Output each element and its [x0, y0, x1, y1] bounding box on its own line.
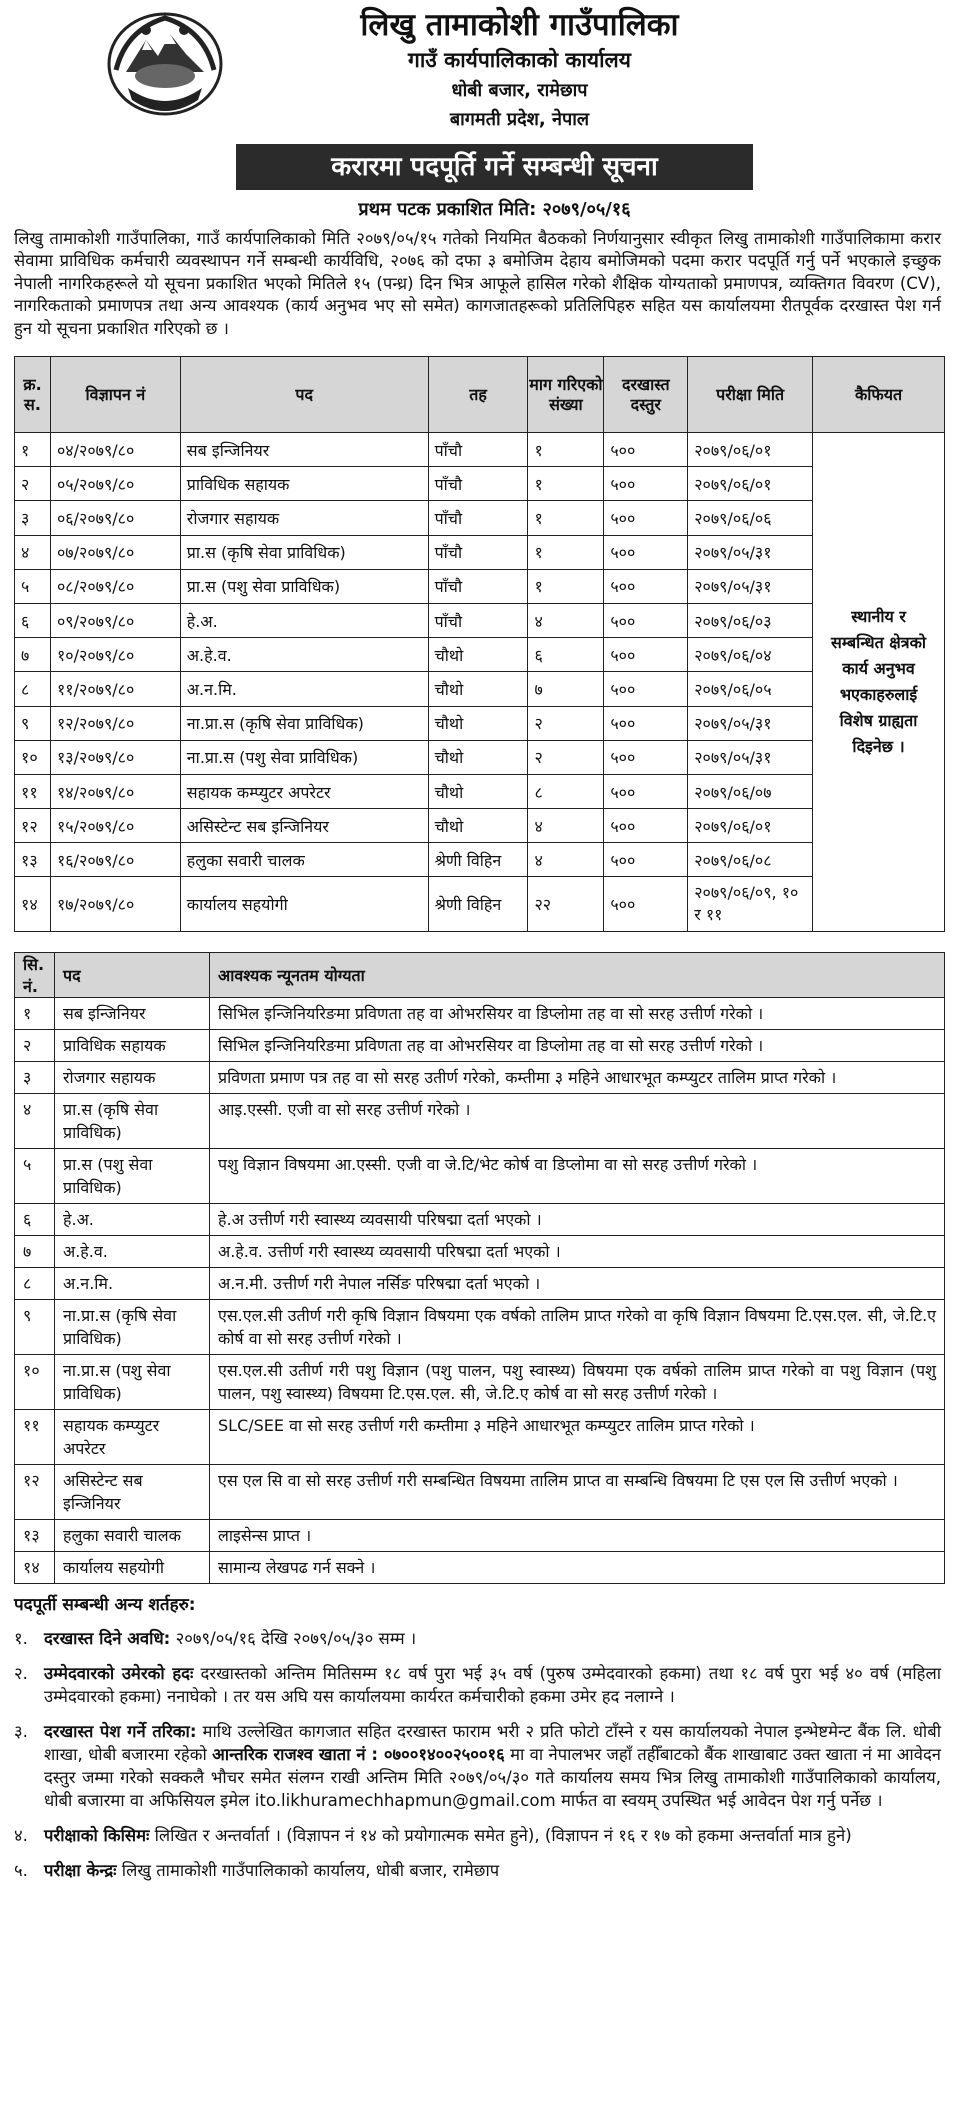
vacancy-cell: ८: [528, 774, 604, 808]
condition-text: [44, 1859, 945, 1882]
condition-body-continued: मा वा नेपालभर जहाँ तहीँबाटको बैंक शाखाबाट उक्त खाता नं मा आवेदन दस्तुर जम्मा गरेको सक्कलै भौचर समेत संलग्न राखी अन्तिम मिति २०७९/०५/३० गते कार्यालय समय भित्र लिखु तामाकोशी गाउँपालिकाको कार्यालय, धोबी बजारमा वा अफिसियल इमेल ito.likhuramechhapmun@gmail.com मार्फत वा स्वयम् उपस्थित भई आवेदन पेश गर्नु पर्नेछ ।: [44, 1745, 941, 1811]
condition-item: [14, 1662, 945, 1708]
table-row: [15, 706, 945, 740]
vacancy-cell: २०७९/०६/०४: [688, 638, 813, 672]
vacancy-cell: ०८/२०७९/८०: [50, 569, 180, 603]
qualification-cell: सिभिल इन्जिनियरिङमा प्रविणता तह वा ओभरसियर वा डिप्लोमा तह वा सो सरह उत्तीर्ण गरेको ।: [210, 1030, 945, 1062]
vacancy-cell: १५/२०७९/८०: [50, 809, 180, 843]
table-row: [15, 1465, 945, 1520]
vacancy-cell: हे.अ.: [180, 603, 428, 637]
vacancy-cell: २: [528, 706, 604, 740]
condition-text: [44, 1720, 945, 1812]
table-row: [15, 1062, 945, 1094]
vacancy-cell: सब इन्जिनियर: [180, 433, 428, 467]
vacancy-cell: सहायक कम्प्युटर अपरेटर: [180, 774, 428, 808]
qualification-header-cell: पद: [55, 953, 210, 998]
vacancy-header-cell: दरखास्त दस्तुर: [604, 357, 688, 433]
condition-body: दरखास्तको अन्तिम मितिसम्म १८ वर्ष पुरा भई ३५ वर्ष (पुरुष उम्मेदवारको हकमा) तथा १८ वर्ष पुरा भई ४० वर्ष (महिला उम्मेदवारको हकमा) ननाघेको । तर यस अघि यस कार्यालयमा कार्यरत कर्मचारीको हकमा उमेर हद नलाग्ने ।: [44, 1664, 941, 1707]
vacancy-cell: ५००: [604, 672, 688, 706]
municipality-name: लिखु तामाकोशी गाउँपालिका: [360, 7, 679, 43]
condition-item: [14, 1627, 945, 1650]
vacancy-cell: १४/२०७९/८०: [50, 774, 180, 808]
vacancy-cell: श्रेणी विहिन: [428, 843, 528, 877]
qualification-cell: हे.अ उत्तीर्ण गरी स्वास्थ्य व्यवसायी परिषद्मा दर्ता भएको ।: [210, 1204, 945, 1236]
post-cell: प्रा.स (पशु सेवा प्राविधिक): [55, 1149, 210, 1204]
table-row: [15, 740, 945, 774]
vacancy-cell: चौथो: [428, 809, 528, 843]
table-row: [15, 1300, 945, 1355]
vacancy-cell: २०७९/०६/०१: [688, 467, 813, 501]
vacancy-cell: ४: [528, 843, 604, 877]
post-cell: ११: [15, 1410, 55, 1465]
vacancy-cell: ७: [528, 672, 604, 706]
vacancy-cell: ५००: [604, 569, 688, 603]
vacancy-cell: असिस्टेन्ट सब इन्जिनियर: [180, 809, 428, 843]
vacancy-cell: ३: [15, 501, 51, 535]
vacancy-cell: १३: [15, 843, 51, 877]
condition-label: दरखास्त दिने अवधि:: [44, 1629, 171, 1649]
remark-cell: स्थानीय र सम्बन्धित क्षेत्रको कार्य अनुभव भएकाहरुलाई विशेष ग्राह्यता दिइनेछ ।: [813, 433, 945, 932]
vacancy-cell: १: [528, 569, 604, 603]
vacancy-cell: २०७९/०६/०१: [688, 433, 813, 467]
post-cell: रोजगार सहायक: [55, 1062, 210, 1094]
condition-text: [44, 1824, 945, 1847]
vacancy-cell: ०५/२०७९/८०: [50, 467, 180, 501]
notice-title: करारमा पदपूर्ति गर्ने सम्बन्धी सूचना: [236, 144, 753, 190]
vacancy-cell: चौथो: [428, 774, 528, 808]
table-row: [15, 1149, 945, 1204]
qualification-cell: एस एल सि वा सो सरह उत्तीर्ण गरी सम्बन्धित विषयमा तालिम प्राप्त वा सम्बन्धि विषयमा टि एस एल सि उत्तीर्ण भएको ।: [210, 1465, 945, 1520]
vacancy-cell: १: [528, 501, 604, 535]
vacancy-cell: २०७९/०६/०६: [688, 501, 813, 535]
vacancy-cell: १४: [15, 877, 51, 932]
vacancy-cell: प्राविधिक सहायक: [180, 467, 428, 501]
table-row: [15, 1552, 945, 1584]
post-cell: प्रा.स (कृषि सेवा प्राविधिक): [55, 1094, 210, 1149]
condition-body: २०७९/०५/१६ देखि २०७९/०५/३० सम्म ।: [170, 1629, 417, 1649]
qualification-cell: सामान्य लेखपढ गर्न सक्ने ।: [210, 1552, 945, 1584]
post-cell: १४: [15, 1552, 55, 1584]
vacancy-cell: ५००: [604, 603, 688, 637]
table-row: [15, 638, 945, 672]
vacancy-header-cell: परीक्षा मिति: [688, 357, 813, 433]
condition-number: २.: [14, 1664, 28, 1684]
qualification-cell: SLC/SEE वा सो सरह उत्तीर्ण गरी कम्तीमा ३ महिने आधारभूत कम्प्युटर तालिम प्राप्त गरेको ।: [210, 1410, 945, 1465]
vacancy-cell: २०७९/०५/३१: [688, 706, 813, 740]
vacancy-cell: १: [15, 433, 51, 467]
post-cell: ३: [15, 1062, 55, 1094]
table-row: [15, 1520, 945, 1552]
qualification-header-cell: सि. नं.: [15, 953, 55, 998]
post-cell: ८: [15, 1268, 55, 1300]
vacancy-cell: ना.प्रा.स (पशु सेवा प्राविधिक): [180, 740, 428, 774]
vacancy-cell: १२: [15, 809, 51, 843]
qualification-cell: सिभिल इन्जिनियरिङमा प्रविणता तह वा ओभरसियर वा डिप्लोमा तह वा सो सरह उत्तीर्ण गरेको ।: [210, 998, 945, 1030]
condition-text: [44, 1627, 945, 1650]
vacancy-cell: प्रा.स (कृषि सेवा प्राविधिक): [180, 535, 428, 569]
qualification-table: [14, 952, 945, 1584]
post-cell: ७: [15, 1236, 55, 1268]
vacancy-cell: ५००: [604, 774, 688, 808]
vacancy-cell: १२/२०७९/८०: [50, 706, 180, 740]
condition-text: [44, 1662, 945, 1708]
post-cell: सब इन्जिनियर: [55, 998, 210, 1030]
vacancy-cell: ४: [528, 809, 604, 843]
table-row: [15, 569, 945, 603]
condition-body: लिखित र अन्तर्वार्ता । (विज्ञापन नं १४ को प्रयोगात्मक समेत हुने), (विज्ञापन नं १६ र १७ को हकमा अन्तर्वार्ता मात्र हुने): [149, 1826, 852, 1846]
table-row: [15, 1030, 945, 1062]
post-cell: ४: [15, 1094, 55, 1149]
vacancy-cell: ०४/२०७९/८०: [50, 433, 180, 467]
condition-label: दरखास्त पेश गर्ने तरिका:: [44, 1722, 197, 1742]
vacancy-cell: १७/२०७९/८०: [50, 877, 180, 932]
table-row: [15, 774, 945, 808]
qualification-cell: एस.एल.सी उतीर्ण गरी पशु विज्ञान (पशु पालन, पशु स्वास्थ्य) विषयमा एक वर्षको तालिम प्राप्त गरेको वा पशु विज्ञान (पशु पालन, पशु स्वास्थ्य) विषयमा टि.एस.एल. सी, जे.टि.ए कोर्ष वा सो सरह उत्तीर्ण गरेको ।: [210, 1355, 945, 1410]
post-cell: १: [15, 998, 55, 1030]
vacancy-cell: पाँचौ: [428, 467, 528, 501]
vacancy-cell: ५००: [604, 740, 688, 774]
post-cell: अ.हे.व.: [55, 1236, 210, 1268]
vacancy-cell: १३/२०७९/८०: [50, 740, 180, 774]
post-cell: हे.अ.: [55, 1204, 210, 1236]
vacancy-cell: ५००: [604, 535, 688, 569]
post-cell: असिस्टेन्ट सब इन्जिनियर: [55, 1465, 210, 1520]
vacancy-cell: चौथो: [428, 740, 528, 774]
post-cell: ९: [15, 1300, 55, 1355]
vacancy-cell: ५००: [604, 706, 688, 740]
table-row: [15, 877, 945, 932]
qualification-cell: लाइसेन्स प्राप्त ।: [210, 1520, 945, 1552]
conditions-list: [14, 1627, 945, 1882]
vacancy-cell: १०/२०७९/८०: [50, 638, 180, 672]
vacancy-header-cell: पद: [180, 357, 428, 433]
vacancy-cell: ६: [15, 603, 51, 637]
vacancy-cell: २: [528, 740, 604, 774]
vacancy-cell: ७: [15, 638, 51, 672]
vacancy-cell: पाँचौ: [428, 603, 528, 637]
condition-label: परीक्षाको किसिमः: [44, 1826, 150, 1846]
table-row: [15, 467, 945, 501]
vacancy-cell: ५००: [604, 467, 688, 501]
condition-number: ४.: [14, 1826, 28, 1846]
post-cell: सहायक कम्प्युटर अपरेटर: [55, 1410, 210, 1465]
vacancy-cell: ११: [15, 774, 51, 808]
vacancy-cell: ०६/२०७९/८०: [50, 501, 180, 535]
vacancy-cell: ८: [15, 672, 51, 706]
table-row: [15, 501, 945, 535]
vacancy-cell: १०: [15, 740, 51, 774]
vacancy-cell: १: [528, 467, 604, 501]
qualification-cell: प्रविणता प्रमाण पत्र तह वा सो सरह उतीर्ण गरेको, कम्तीमा ३ महिने आधारभूत कम्प्युटर तालिम प्राप्त गरेको ।: [210, 1062, 945, 1094]
table-row: [15, 1094, 945, 1149]
vacancy-cell: कार्यालय सहयोगी: [180, 877, 428, 932]
post-cell: १३: [15, 1520, 55, 1552]
vacancy-cell: २०७९/०५/३१: [688, 569, 813, 603]
vacancy-cell: अ.हे.व.: [180, 638, 428, 672]
vacancy-header-cell: विज्ञापन नं: [50, 357, 180, 433]
table-row: [15, 535, 945, 569]
vacancy-cell: १६/२०७९/८०: [50, 843, 180, 877]
condition-label: परीक्षा केन्द्रः: [44, 1861, 117, 1881]
vacancy-cell: रोजगार सहायक: [180, 501, 428, 535]
vacancy-cell: पाँचौ: [428, 501, 528, 535]
qualification-cell: आइ.एस्सी. एजी वा सो सरह उत्तीर्ण गरेको ।: [210, 1094, 945, 1149]
condition-item: [14, 1859, 945, 1882]
qualification-header-cell: आवश्यक न्यूनतम योग्यता: [210, 953, 945, 998]
vacancy-cell: ५: [15, 569, 51, 603]
vacancy-cell: ५००: [604, 877, 688, 932]
vacancy-cell: चौथो: [428, 638, 528, 672]
account-number: आन्तरिक राजश्व खाता नं : ०७००१४००२५००१६: [212, 1745, 505, 1765]
vacancy-cell: ५००: [604, 843, 688, 877]
table-row: [15, 672, 945, 706]
condition-body: लिखु तामाकोशी गाउँपालिकाको कार्यालय, धोबी बजार, रामेछाप: [116, 1861, 500, 1881]
vacancy-cell: ४: [15, 535, 51, 569]
table-row: [15, 1410, 945, 1465]
vacancy-cell: २०७९/०६/०८: [688, 843, 813, 877]
condition-item: [14, 1720, 945, 1812]
vacancy-cell: पाँचौ: [428, 433, 528, 467]
post-cell: १२: [15, 1465, 55, 1520]
vacancy-cell: १: [528, 535, 604, 569]
vacancy-cell: ९: [15, 706, 51, 740]
table-row: [15, 603, 945, 637]
qualification-cell: अ.हे.व. उत्तीर्ण गरी स्वास्थ्य व्यवसायी परिषद्मा दर्ता भएको ।: [210, 1236, 945, 1268]
post-cell: १०: [15, 1355, 55, 1410]
office-name: गाउँ कार्यपालिकाको कार्यालय: [408, 48, 631, 72]
condition-number: १.: [14, 1629, 28, 1649]
vacancy-cell: प्रा.स (पशु सेवा प्राविधिक): [180, 569, 428, 603]
vacancy-cell: २: [15, 467, 51, 501]
vacancy-cell: १: [528, 433, 604, 467]
vacancy-header-cell: क्र. स.: [15, 357, 51, 433]
post-cell: कार्यालय सहयोगी: [55, 1552, 210, 1584]
header: [14, 0, 945, 140]
table-row: [15, 1355, 945, 1410]
vacancy-cell: ६: [528, 638, 604, 672]
vacancy-cell: ०७/२०७९/८०: [50, 535, 180, 569]
table-row: [15, 843, 945, 877]
province-line: बागमती प्रदेश, नेपाल: [449, 109, 590, 130]
address-line: धोबी बजार, रामेछाप: [451, 80, 588, 101]
qualification-cell: पशु विज्ञान विषयमा आ.एस्सी. एजी वा जे.टि/भेट कोर्ष वा डिप्लोमा वा सो सरह उत्तीर्ण गरेको ।: [210, 1149, 945, 1204]
vacancy-cell: २०७९/०६/०३: [688, 603, 813, 637]
vacancy-cell: २०७९/०६/०७: [688, 774, 813, 808]
condition-number: ५.: [14, 1861, 28, 1881]
vacancy-cell: २०७९/०५/३१: [688, 535, 813, 569]
vacancy-cell: २०७९/०६/०१: [688, 809, 813, 843]
vacancy-cell: चौथो: [428, 706, 528, 740]
vacancy-cell: ५००: [604, 809, 688, 843]
vacancy-cell: हलुका सवारी चालक: [180, 843, 428, 877]
condition-number: ३.: [14, 1722, 28, 1742]
vacancy-cell: पाँचौ: [428, 535, 528, 569]
table-row: [15, 1236, 945, 1268]
vacancy-cell: २०७९/०५/३१: [688, 740, 813, 774]
qualification-cell: अ.न.मी. उत्तीर्ण गरी नेपाल नर्सिङ परिषद्मा दर्ता भएको ।: [210, 1268, 945, 1300]
condition-body: माथि उल्लेखित कागजात सहित दरखास्त फाराम भरी २ प्रति फोटो टाँस्ने र यस कार्यालयको नेपाल इन्भेष्टमेन्ट बैंक लि. धोबी शाखा, धोबी बजारमा रहेको: [44, 1722, 941, 1765]
table-row: [15, 809, 945, 843]
post-cell: ना.प्रा.स (कृषि सेवा प्राविधिक): [55, 1300, 210, 1355]
post-cell: प्राविधिक सहायक: [55, 1030, 210, 1062]
vacancy-cell: ५००: [604, 433, 688, 467]
vacancy-cell: २०७९/०६/०५: [688, 672, 813, 706]
post-cell: ५: [15, 1149, 55, 1204]
vacancy-cell: ५००: [604, 501, 688, 535]
vacancy-table: [14, 356, 945, 932]
table-row: [15, 998, 945, 1030]
condition-item: [14, 1824, 945, 1847]
conditions-title: पदपूर्ती सम्बन्धी अन्य शर्तहरु:: [14, 1595, 196, 1616]
vacancy-cell: श्रेणी विहिन: [428, 877, 528, 932]
vacancy-cell: ४: [528, 603, 604, 637]
table-row: [15, 1204, 945, 1236]
qualification-cell: एस.एल.सी उतीर्ण गरी कृषि विज्ञान विषयमा एक वर्षको तालिम प्राप्त गरेको वा कृषि विज्ञान विषयमा टि.एस.एल. सी, जे.टि.ए कोर्ष वा सो सरह उत्तीर्ण गरेको ।: [210, 1300, 945, 1355]
publish-date: प्रथम पटक प्रकाशित मिति: २०७९/०५/१६: [358, 199, 631, 220]
vacancy-cell: ११/२०७९/८०: [50, 672, 180, 706]
table-row: [15, 1268, 945, 1300]
vacancy-cell: ०९/२०७९/८०: [50, 603, 180, 637]
post-cell: हलुका सवारी चालक: [55, 1520, 210, 1552]
vacancy-header-cell: कैफियत: [813, 357, 945, 433]
vacancy-cell: २०७९/०६/०९, १० र ११: [688, 877, 813, 932]
vacancy-cell: ५००: [604, 638, 688, 672]
post-cell: अ.न.मि.: [55, 1268, 210, 1300]
vacancy-header-cell: तह: [428, 357, 528, 433]
vacancy-cell: २२: [528, 877, 604, 932]
vacancy-cell: ना.प्रा.स (कृषि सेवा प्राविधिक): [180, 706, 428, 740]
condition-label: उम्मेदवारको उमेरको हदः: [44, 1664, 194, 1684]
table-row: [15, 433, 945, 467]
post-cell: २: [15, 1030, 55, 1062]
post-cell: ना.प्रा.स (पशु सेवा प्राविधिक): [55, 1355, 210, 1410]
vacancy-cell: अ.न.मि.: [180, 672, 428, 706]
vacancy-header-cell: माग गरिएको संख्या: [528, 357, 604, 433]
vacancy-cell: चौथो: [428, 672, 528, 706]
vacancy-cell: पाँचौ: [428, 569, 528, 603]
post-cell: ६: [15, 1204, 55, 1236]
intro-paragraph: लिखु तामाकोशी गाउँपालिका, गाउँ कार्यपालिकाको मिति २०७९/०५/१५ गतेको नियमित बैठकको निर्णयानुसार स्वीकृत लिखु तामाकोशी गाउँपालिकामा करार सेवामा प्राविधिक कर्मचारी व्यवस्थापन गर्ने सम्बन्धी कार्यविधि, २०७६ को दफा ३ बमोजिम देहाय बमोजिमको पदमा करार पदपूर्ति गर्नु पर्ने भएकाले इच्छुक नेपाली नागरिकहरूले यो सूचना प्रकाशित भएको मितिले १५ (पन्ध्र) दिन भित्र आफूले हासिल गरेको शैक्षिक योग्यताको प्रमाणपत्र, व्यक्तिगत विवरण (CV), नागरिकताको प्रमाणपत्र तथा अन्य आवश्यक (कार्य अनुभव भए सो समेत) कागजातहरूको प्रतिलिपिहरु सहित यस कार्यालयमा रीतपूर्वक दरखास्त पेश गर्न हुन यो सूचना प्रकाशित गरिएको छ ।: [14, 229, 941, 338]
